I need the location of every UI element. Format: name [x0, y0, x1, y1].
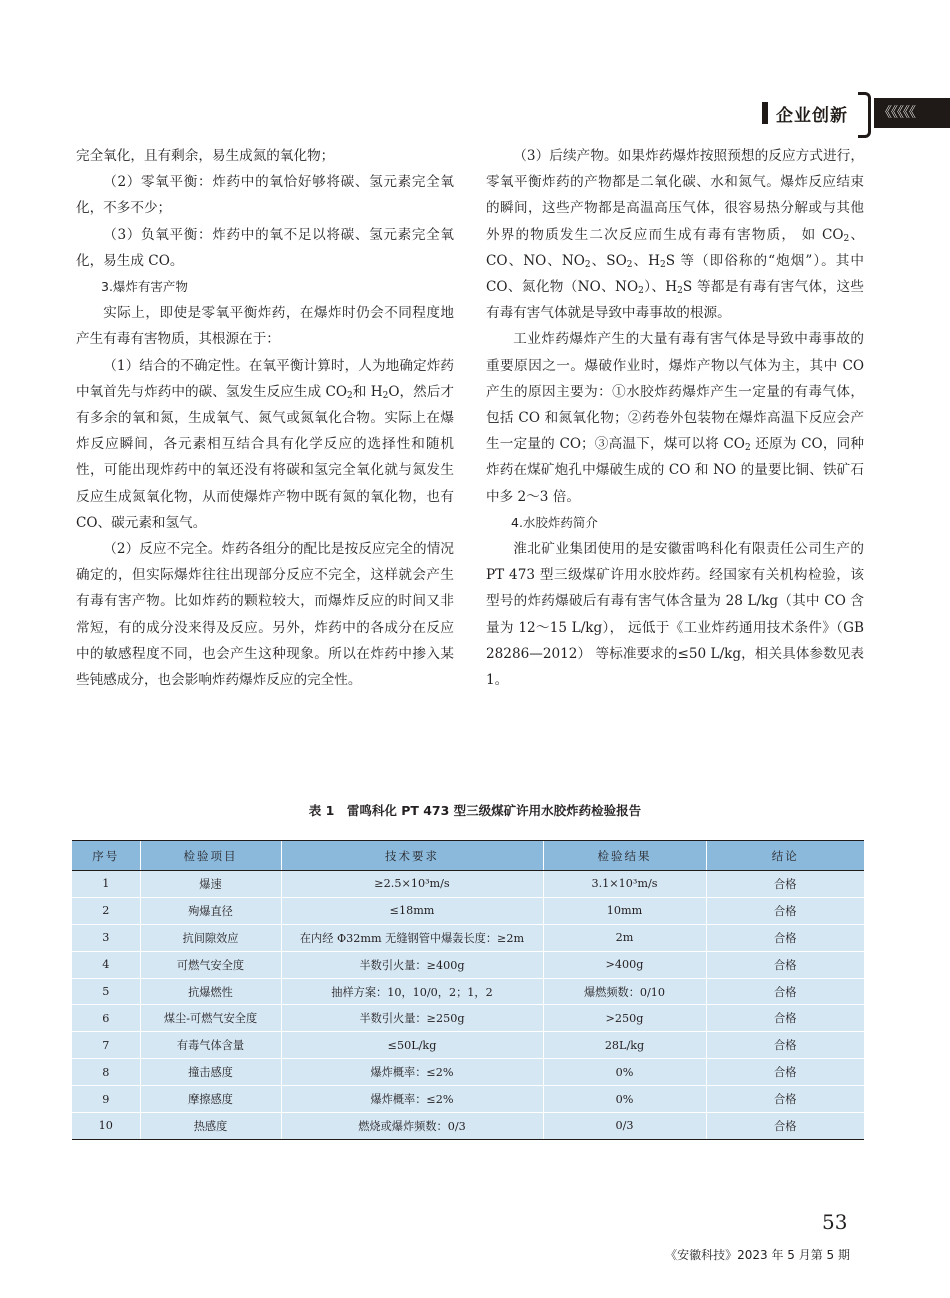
table-row: [72, 924, 864, 951]
table-cell: 28L/kg: [543, 1032, 706, 1059]
table-cell: 0%: [543, 1086, 706, 1113]
inspection-report-table: [72, 840, 864, 1140]
column-header: 检验结果: [543, 841, 706, 871]
column-header: 结论: [706, 841, 864, 871]
paragraph: 实际上，即使是零氧平衡炸药，在爆炸时仍会不同程度地产生有毒有害物质，其根源在于：: [76, 305, 454, 348]
column-header: 技术要求: [281, 841, 543, 871]
subscript: 2: [626, 259, 633, 270]
table-cell: 半数引火量：≥250g: [281, 1005, 543, 1032]
table-body: [72, 871, 864, 1140]
paragraph: 淮北矿业集团使用的是安徽雷鸣科化有限责任公司生产的 PT 473 型三级煤矿许用水胶炸药。经国家有关机构检验，该型号的炸药爆破后有毒有害气体含量为 28 L/kg（其中 CO 含量为 12～15 L/kg）， 远低于《工业炸药通用技术条件》（GB 28286—2012） 等标准要求的≤50 L/kg，相关具体参数见表 1。: [486, 541, 864, 689]
paragraph: 完全氧化，且有剩余，易生成氮的氧化物；: [76, 148, 335, 164]
subscript: 2: [382, 390, 389, 401]
table-row: [72, 1113, 864, 1140]
table-cell: 抗间隙效应: [140, 924, 281, 951]
table-cell: 煤尘-可燃气安全度: [140, 1005, 281, 1032]
table-cell: 2: [72, 897, 140, 924]
table-cell: 4: [72, 951, 140, 978]
table-cell: 2m: [543, 924, 706, 951]
table-cell: 3: [72, 924, 140, 951]
table-cell: 合格: [706, 1032, 864, 1059]
table-cell: 抗爆燃性: [140, 978, 281, 1005]
column-header: 检验项目: [140, 841, 281, 871]
subscript: 2: [584, 259, 591, 270]
subscript: 2: [638, 286, 644, 297]
header-stripe: 《《《《《: [874, 98, 950, 128]
text-run: 工业炸药爆炸产生的大量有毒有害气体是导致中毒事故的重要原因之一。爆破作业时，爆炸产物以气体为主，其中 CO 产生的原因主要为：①水胶炸药爆炸产生一定量的有毒气体，包括 CO 和氮氧化物；②药卷外包装物在爆炸高温下反应会产生一定量的 CO；③高温下，煤可以将 CO: [486, 331, 864, 453]
text-run: O，然后才有多余的氧和氮，生成氧气、氮气或氮氧化合物。实际上在爆炸反应瞬间，各元素相互结合具有化学反应的选择性和随机性，可能出现炸药中的氧还没有将碳和氢完全氧化就与氮发生反应生成氮氧化物，从而使爆炸产物中既有氮的氧化物，也有 CO、碳元素和氢气。: [76, 383, 454, 531]
text-run: S 等都是有毒有害气体，这些有毒有害气体就是导致中毒事故的根源。: [486, 279, 865, 322]
table-row: [72, 1032, 864, 1059]
paragraph: [486, 143, 864, 326]
table-cell: 爆炸概率：≤2%: [281, 1086, 543, 1113]
text-run: （1）结合的不确定性。在氧平衡计算时，人为地确定炸药中氧首先与炸药中的碳、氢发生反应生成 CO: [76, 357, 454, 400]
page-number: 53: [822, 1210, 848, 1234]
table-cell: 9: [72, 1086, 140, 1113]
text-run: 、CO、NO、NO: [486, 226, 865, 269]
table-cell: 合格: [706, 1086, 864, 1113]
table-cell: 爆速: [140, 871, 281, 898]
table-cell: 7: [72, 1032, 140, 1059]
table-cell: 摩擦感度: [140, 1086, 281, 1113]
table-cell: 殉爆直径: [140, 897, 281, 924]
table-cell: 1: [72, 871, 140, 898]
text-run: （3）后续产物。如果炸药爆炸按照预想的反应方式进行，零氧平衡炸药的产物都是二氧化碳、水和氮气。爆炸反应结束的瞬间，这些产物都是高温高压气体，很容易热分解或与其他外界的物质发生二次反应而生成有毒有害物质， 如 CO: [486, 148, 864, 243]
table-row: [72, 1086, 864, 1113]
table-cell: ≥2.5×10³m/s: [281, 871, 543, 898]
table-cell: 爆炸概率：≤2%: [281, 1059, 543, 1086]
table-cell: 抽样方案：10，10/0，2；1，2: [281, 978, 543, 1005]
subscript: 2: [843, 233, 850, 244]
table-cell: 合格: [706, 951, 864, 978]
table-cell: 3.1×10³m/s: [543, 871, 706, 898]
section-title: 企业创新: [776, 105, 848, 126]
table-cell: 合格: [706, 1113, 864, 1140]
table-row: [72, 897, 864, 924]
table-cell: 5: [72, 978, 140, 1005]
table-cell: 合格: [706, 871, 864, 898]
table-row: [72, 1005, 864, 1032]
table-cell: 燃烧或爆炸频数：0/3: [281, 1113, 543, 1140]
subheading: 4.水胶炸药简介: [511, 514, 598, 530]
table-caption: 表 1 雷鸣科化 PT 473 型三级煤矿许用水胶炸药检验报告: [308, 803, 642, 818]
table-cell: 合格: [706, 1005, 864, 1032]
paragraph: （3）负氧平衡：炸药中的氧不足以将碳、氢元素完全氧化，易生成 CO。: [76, 226, 454, 269]
text-run: 和 H: [352, 383, 383, 400]
text-run: 、SO: [590, 252, 627, 269]
table-cell: 0%: [543, 1059, 706, 1086]
table-row: [72, 871, 864, 898]
subheading: 3.爆炸有害产物: [101, 279, 188, 295]
header-bracket: [858, 92, 871, 138]
paragraph: （2）反应不完全。炸药各组分的配比是按反应完全的情况确定的，但实际爆炸往往出现部分反应不完全，这样就会产生有毒有害产物。比如炸药的颗粒较大，而爆炸反应的时间又非常短，有的成分没来得及反应。另外，炸药中的各成分在反应中的敏感程度不同，也会产生这种现象。所以在炸药中掺入某些钝感成分，也会影响炸药爆炸反应的完全性。: [76, 541, 454, 689]
paragraph: （2）零氧平衡：炸药中的氧恰好够将碳、氢元素完全氧化，不多不少；: [76, 174, 454, 217]
journal-citation: 《安徽科技》2023 年 5 月第 5 期: [665, 1248, 850, 1262]
table-row: [72, 1059, 864, 1086]
table-cell: 合格: [706, 924, 864, 951]
text-run: S 等（即俗称的“炮烟”）。其中 CO、氮化物（NO、NO: [486, 252, 864, 296]
table-cell: 合格: [706, 1059, 864, 1086]
paragraph: [76, 353, 454, 536]
table-cell: >250g: [543, 1005, 706, 1032]
paragraph: [486, 326, 864, 509]
table-cell: 爆燃频数：0/10: [543, 978, 706, 1005]
text-run: 、H: [632, 252, 661, 269]
table-row: [72, 978, 864, 1005]
table-cell: 可燃气安全度: [140, 951, 281, 978]
table-cell: 热感度: [140, 1113, 281, 1140]
table-cell: 半数引火量：≥400g: [281, 951, 543, 978]
table-cell: >400g: [543, 951, 706, 978]
subscript: 2: [744, 443, 751, 454]
table-cell: ≤18mm: [281, 897, 543, 924]
table-cell: 有毒气体含量: [140, 1032, 281, 1059]
table-row: [72, 951, 864, 978]
table-cell: 10mm: [543, 897, 706, 924]
table-cell: 10: [72, 1113, 140, 1140]
table-cell: ≤50L/kg: [281, 1032, 543, 1059]
table-cell: 合格: [706, 897, 864, 924]
text-run: ）、H: [643, 279, 678, 296]
table-cell: 0/3: [543, 1113, 706, 1140]
right-column: [486, 143, 864, 693]
subscript: 2: [677, 286, 683, 297]
text-run: 还原为 CO，同种炸药在煤矿炮孔中爆破生成的 CO 和 NO 的量要比铜、铁矿石中多 2～3 倍。: [486, 436, 865, 505]
header-bar: [762, 102, 768, 124]
table-cell: 6: [72, 1005, 140, 1032]
table-cell: 8: [72, 1059, 140, 1086]
left-column: [76, 143, 454, 693]
table-cell: 合格: [706, 978, 864, 1005]
subscript: 2: [347, 390, 353, 401]
table-cell: 在内经 Φ32mm 无缝钢管中爆轰长度：≥2m: [281, 924, 543, 951]
column-header: 序号: [72, 841, 140, 871]
table-cell: 撞击感度: [140, 1059, 281, 1086]
table-header-row: [72, 841, 864, 871]
subscript: 2: [660, 259, 666, 270]
